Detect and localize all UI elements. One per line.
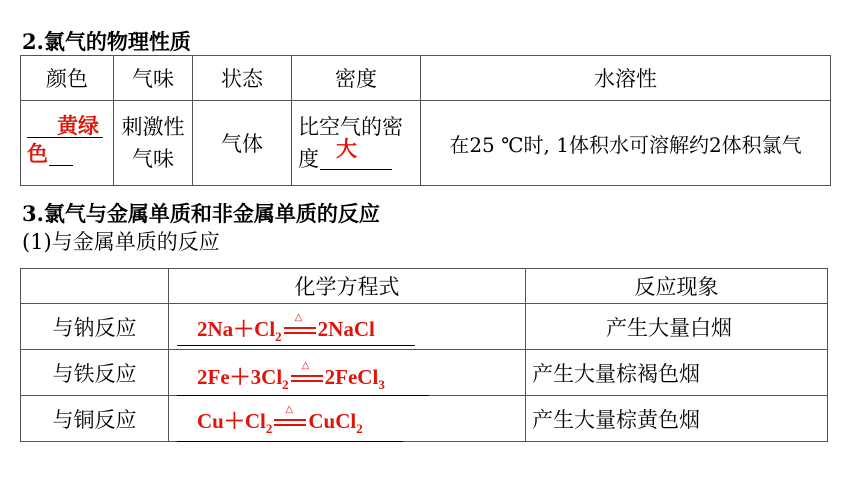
cell-density bbox=[292, 101, 421, 186]
heating-condition-arrow bbox=[274, 403, 306, 430]
section-3-title bbox=[22, 198, 380, 228]
header-odor: 气味 bbox=[114, 56, 193, 101]
section-2-title bbox=[22, 26, 191, 56]
section-3-number: 3 bbox=[22, 201, 37, 226]
density-answer: 大 bbox=[336, 136, 357, 161]
header-state: 状态 bbox=[193, 56, 292, 101]
metal-reaction-table bbox=[20, 268, 828, 442]
heating-condition-arrow bbox=[284, 311, 316, 338]
equation-cell-iron bbox=[169, 350, 526, 396]
section-3-subtitle: (1)与金属单质的反应 bbox=[22, 230, 220, 254]
row-label-sodium: 与钠反应 bbox=[21, 304, 169, 350]
density-line-1: 比空气的密 bbox=[298, 115, 403, 139]
color-answer: 黄绿 bbox=[57, 113, 99, 138]
header-color: 颜色 bbox=[21, 56, 114, 101]
odor-line-2: 气味 bbox=[132, 147, 174, 171]
header-equation: 化学方程式 bbox=[169, 269, 526, 304]
section-2-title-text: .氯气的物理性质 bbox=[36, 29, 191, 54]
equation-copper: $Cu+Cl_2$ △ CuCl$_2$ bbox=[197, 403, 363, 436]
row-label-copper: 与铜反应 bbox=[21, 396, 169, 442]
equation-sodium: $2Na+Cl_2$ △ 2NaCl bbox=[197, 311, 375, 344]
density-prefix: 度 bbox=[298, 147, 319, 171]
phenomenon-iron: 产生大量棕褐色烟 bbox=[526, 350, 828, 396]
equation-cell-sodium bbox=[169, 304, 526, 350]
heat-triangle-icon: △ bbox=[301, 359, 310, 371]
cell-state: 气体 bbox=[193, 101, 292, 186]
equation-cell-copper bbox=[169, 396, 526, 442]
odor-line-1: 刺激性 bbox=[121, 115, 185, 139]
equation-iron: $2Fe+3Cl_2$ △ 2FeCl$_3$ bbox=[197, 359, 385, 392]
header-phenomenon: 反应现象 bbox=[526, 269, 828, 304]
heat-triangle-icon: △ bbox=[294, 311, 303, 323]
header-solubility: 水溶性 bbox=[421, 56, 831, 101]
row-label-iron: 与铁反应 bbox=[21, 350, 169, 396]
physical-properties-table bbox=[20, 55, 831, 186]
phenomenon-sodium: 产生大量白烟 bbox=[526, 304, 828, 350]
cell-solubility: 在25 ℃时, 1体积水可溶解约2体积氯气 bbox=[421, 101, 831, 186]
header-blank bbox=[21, 269, 169, 304]
section-2-number: 2 bbox=[22, 29, 37, 54]
color-suffix: 色 bbox=[27, 141, 48, 166]
heat-triangle-icon: △ bbox=[285, 403, 294, 415]
section-3-title-text: .氯气与金属单质和非金属单质的反应 bbox=[36, 201, 380, 226]
phenomenon-copper: 产生大量棕黄色烟 bbox=[526, 396, 828, 442]
heating-condition-arrow bbox=[291, 359, 323, 386]
header-density: 密度 bbox=[292, 56, 421, 101]
cell-color bbox=[21, 101, 114, 186]
cell-odor bbox=[114, 101, 193, 186]
